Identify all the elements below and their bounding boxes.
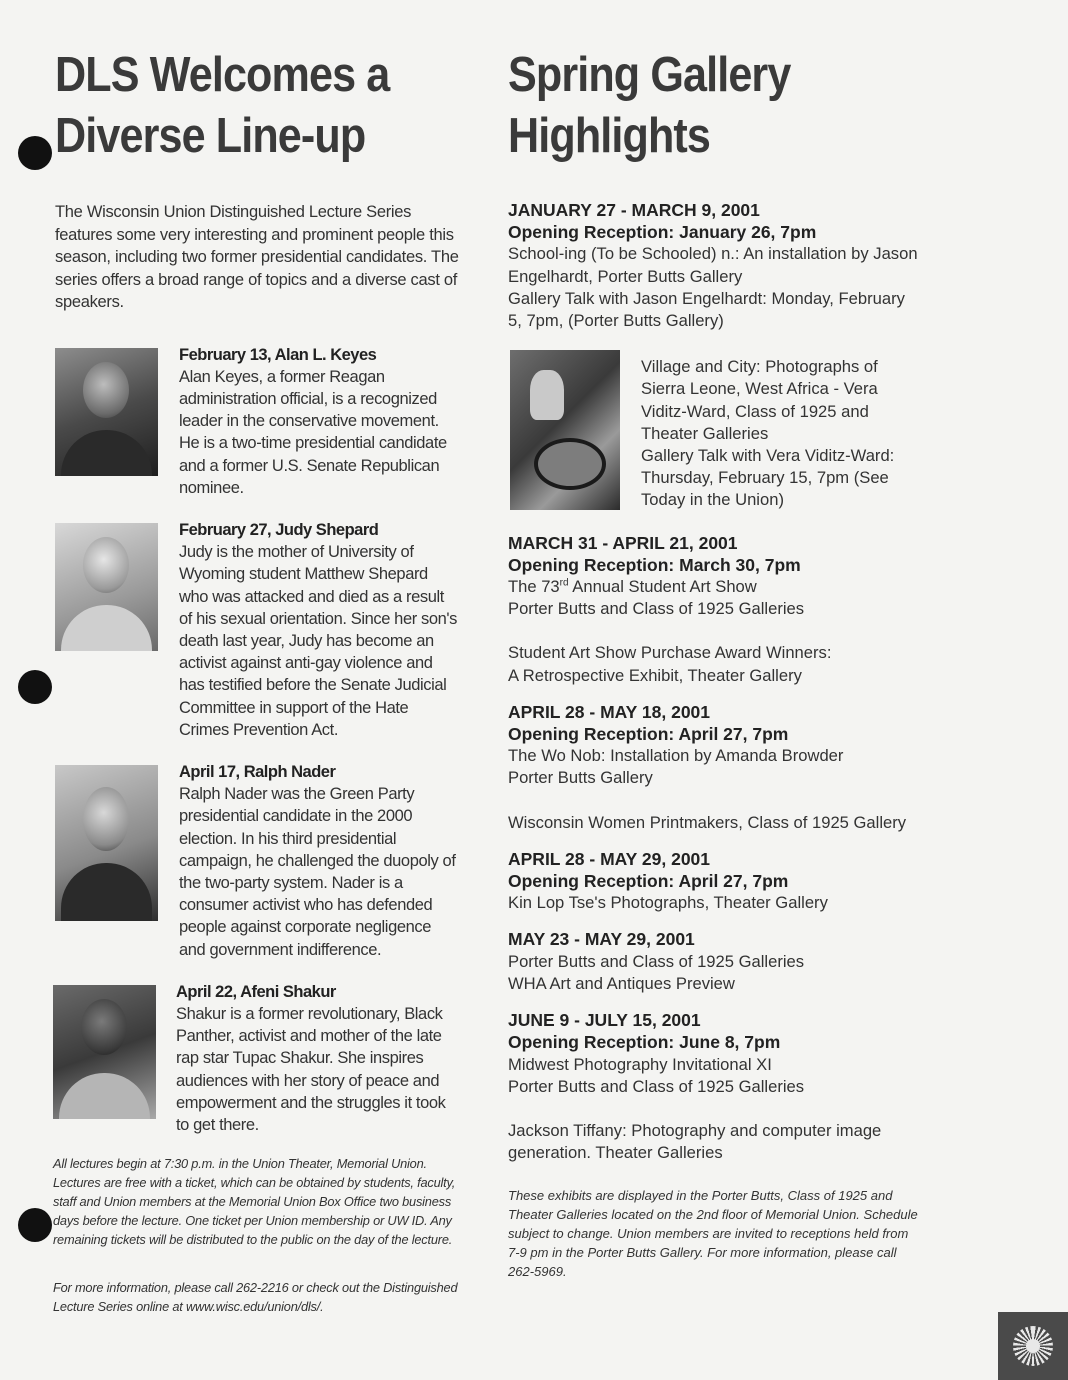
speaker-photo — [55, 523, 158, 651]
sunburst-icon — [1013, 1326, 1053, 1366]
exhibit-description: Wisconsin Women Printmakers, Class of 1925 Gallery — [508, 812, 907, 832]
exhibit-description: The Wo Nob: Installation by Amanda Browder — [508, 746, 844, 766]
exhibit-description: A Retrospective Exhibit, Theater Gallery — [508, 665, 802, 685]
exhibit-entry — [508, 701, 918, 834]
binder-hole — [18, 1208, 52, 1242]
exhibit-description: Village and City: Photographs of Sierra Leone, West Africa - Vera Viditz-Ward, Class of 1925 and Theater Galleries — [641, 357, 878, 443]
exhibit-description: Porter Butts and Class of 1925 Galleries — [508, 1076, 805, 1096]
exhibit-entry — [508, 928, 918, 995]
exhibit-dates: APRIL 28 - MAY 18, 2001 — [508, 701, 711, 722]
speaker-heading: April 17, Ralph Nader — [179, 762, 336, 781]
exhibit-dates: JUNE 9 - JULY 15, 2001 — [508, 1010, 701, 1031]
speaker-entry — [55, 981, 460, 1136]
gallery-title — [508, 45, 869, 167]
exhibit-description: Jackson Tiffany: Photography and computer image generation. Theater Galleries — [508, 1120, 882, 1163]
exhibit-reception: Opening Reception: March 30, 7pm — [508, 554, 801, 575]
speaker-entry — [55, 344, 460, 499]
exhibit-description: Porter Butts and Class of 1925 Galleries — [508, 599, 805, 619]
lecture-contact-note: For more information, please call 262-2216 or check out the Distinguished Lecture Series online at www.wisc.edu/union/dls/. — [53, 1280, 458, 1314]
exhibit-description: Porter Butts and Class of 1925 Galleries — [508, 951, 805, 971]
exhibit-dates: APRIL 28 - MAY 29, 2001 — [508, 848, 711, 869]
lecture-intro: The Wisconsin Union Distinguished Lecture Series features some very interesting and prominent people this season, including two former presidential candidates. The series offers a broad range of topics and a diverse cast of speakers. — [55, 203, 459, 311]
exhibit-description: Porter Butts Gallery — [508, 768, 653, 788]
exhibit-entry — [508, 848, 918, 915]
exhibit-description: Kin Lop Tse's Photographs, Theater Gallery — [508, 893, 828, 913]
speaker-heading: February 27, Judy Shepard — [179, 520, 379, 539]
speaker-bio: Shakur is a former revolutionary, Black Panther, activist and mother of the late rap star Tupac Shakur. She inspires audiences with her story of peace and empowerment and the struggles it took to get there. — [176, 1004, 446, 1134]
exhibit-reception: Opening Reception: June 8, 7pm — [508, 1032, 781, 1053]
exhibit-description: Midwest Photography Invitational XI — [508, 1054, 772, 1074]
speaker-photo — [53, 985, 156, 1119]
speaker-heading: April 22, Afeni Shakur — [176, 982, 336, 1001]
exhibit-dates: MAY 23 - MAY 29, 2001 — [508, 929, 695, 950]
exhibit-reception: Opening Reception: April 27, 7pm — [508, 871, 789, 892]
exhibit-dates: MARCH 31 - APRIL 21, 2001 — [508, 532, 738, 553]
gallery-photo — [510, 350, 620, 510]
gallery-title-line2: Highlights — [508, 109, 710, 163]
exhibit-entry — [508, 532, 918, 687]
exhibit-description: School-ing (To be Schooled) n.: An installation by Jason Engelhardt, Porter Butts Gallery — [508, 244, 918, 286]
speaker-bio: Ralph Nader was the Green Party presidential candidate in the 2000 election. In his third presidential campaign, he challenged the duopoly of the two-party system. Nader is a consumer activist who has defended people against corporate negligence and government indifference. — [179, 785, 456, 959]
exhibit-description: Gallery Talk with Vera Viditz-Ward: Thursday, February 15, 7pm (See Today in the Union) — [641, 446, 895, 510]
gallery-title-line1: Spring Gallery — [508, 48, 791, 102]
binder-hole — [18, 670, 52, 704]
exhibit-entry — [508, 199, 918, 512]
exhibit-description: WHA Art and Antiques Preview — [508, 973, 735, 993]
speaker-photo — [55, 765, 158, 921]
speaker-photo — [55, 348, 158, 476]
speaker-entry — [55, 519, 460, 741]
exhibit-description: Gallery Talk with Jason Engelhardt: Monday, February 5, 7pm, (Porter Butts Gallery) — [508, 288, 905, 331]
lecture-title-line1: DLS Welcomes a — [55, 48, 390, 102]
exhibit-dates: JANUARY 27 - MARCH 9, 2001 — [508, 200, 760, 220]
speaker-heading: February 13, Alan L. Keyes — [179, 345, 377, 364]
speaker-bio: Alan Keyes, a former Reagan administration official, is a recognized leader in the conservative movement. He is a two-time presidential candidate and a former U.S. Senate Republican nominee. — [179, 367, 447, 497]
union-logo — [998, 1312, 1068, 1380]
lecture-title-line2: Diverse Line-up — [55, 109, 366, 163]
exhibit-reception: Opening Reception: January 26, 7pm — [508, 222, 817, 243]
lecture-title — [55, 45, 411, 167]
lecture-series-column — [55, 45, 460, 1136]
speaker-bio: Judy is the mother of University of Wyoming student Matthew Shepard who was attacked and died as a result of his sexual orientation. Since her son's death last year, Judy has become an activist against anti-gay violence and has testified before the Senate Judicial Committee in support of the Hate Crimes Prevention Act. — [179, 543, 458, 739]
exhibit-description: Student Art Show Purchase Award Winners: — [508, 643, 832, 663]
exhibit-reception: Opening Reception: April 27, 7pm — [508, 724, 789, 745]
gallery-column — [508, 45, 918, 1281]
exhibit-description: The 73rd Annual Student Art Show — [508, 577, 757, 597]
gallery-footnote: These exhibits are displayed in the Porter Butts, Class of 1925 and Theater Galleries located on the 2nd floor of Memorial Union. Schedule subject to change. Union members are invited to receptions held from 7-9 pm in the Porter Butts Gallery. For more information, please call 262-5969. — [508, 1188, 918, 1280]
binder-hole — [18, 136, 52, 170]
speaker-entry — [55, 761, 460, 961]
exhibit-entry — [508, 1009, 918, 1164]
lecture-ticket-note: All lectures begin at 7:30 p.m. in the Union Theater, Memorial Union. Lectures are free with a ticket, which can be obtained by students, faculty, staff and Union members at the Memorial Union Box Office two business days before the lecture. One ticket per Union membership or UW ID. Any remaining tickets will be distributed to the public on the day of the lecture. — [53, 1156, 456, 1247]
